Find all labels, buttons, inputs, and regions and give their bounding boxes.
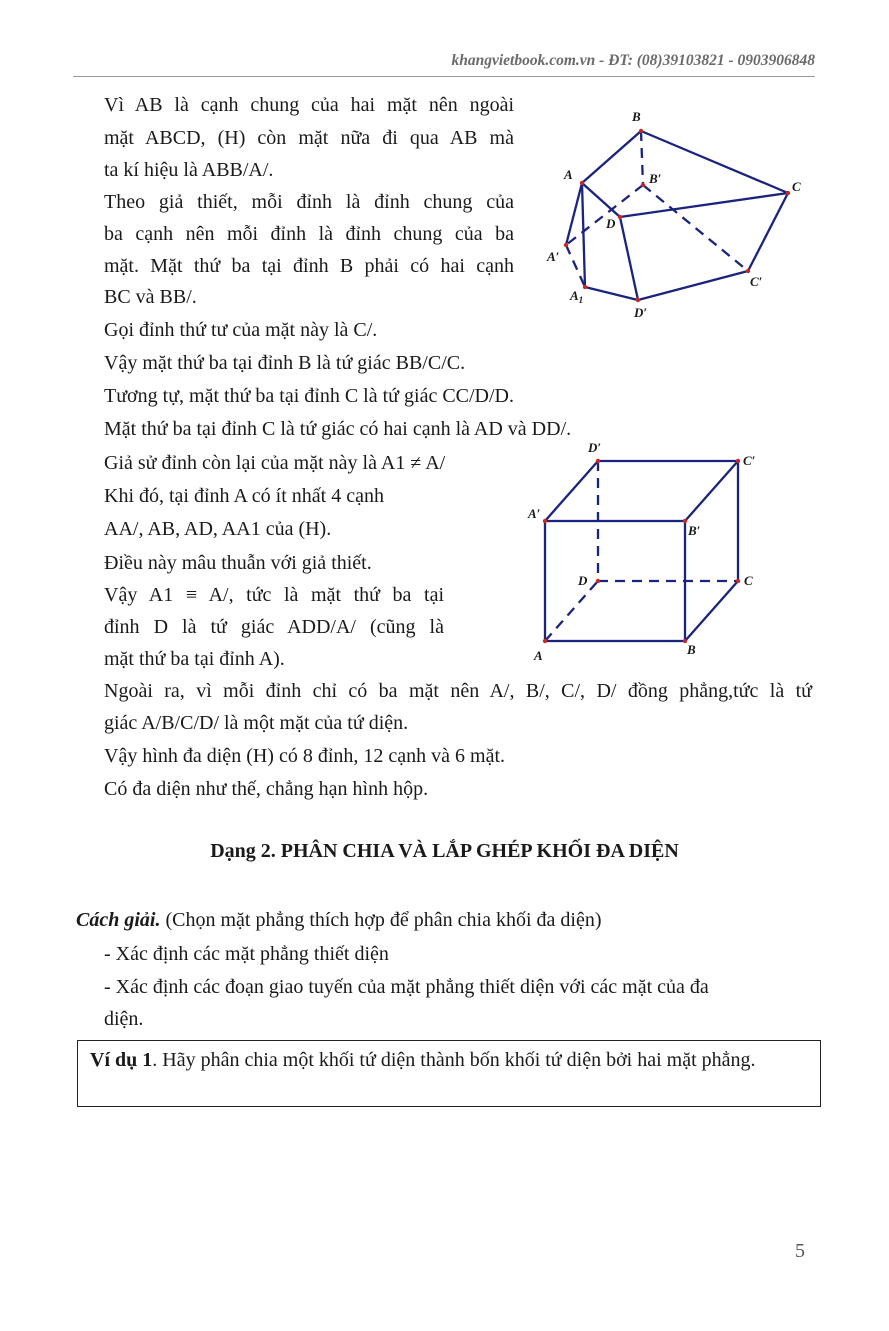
section-heading: Dạng 2. PHÂN CHIA VÀ LẮP GHÉP KHỐI ĐA DIỆN	[210, 840, 679, 862]
vertex-label-b-prime: B′	[688, 523, 701, 538]
vertices	[543, 459, 740, 643]
text-line: Ngoài ra, vì mỗi đỉnh chỉ có ba mặt nên A/, B/, C/, D/ đồng phẳng,tức là tứ	[104, 680, 812, 702]
hidden-edges	[566, 131, 748, 287]
page-number: 5	[795, 1240, 805, 1262]
text-line: mặt thứ ba tại đỉnh A).	[104, 648, 285, 670]
method-bullet: diện.	[104, 1008, 144, 1030]
text-line: Có đa diện như thế, chẳng hạn hình hộp.	[104, 778, 429, 800]
method-bullet: - Xác định các mặt phẳng thiết diện	[104, 943, 389, 965]
vertex-label-a-prime: A′	[547, 249, 560, 264]
text-line: giác A/B/C/D/ là một mặt của tứ diện.	[104, 712, 409, 734]
method-bullet: - Xác định các đoạn giao tuyến của mặt phẳng thiết diện với các mặt của đa	[104, 976, 709, 998]
text-line: Gọi đỉnh thứ tư của mặt này là C/.	[104, 319, 378, 341]
example-box	[77, 1040, 821, 1107]
vertex-label-c-prime: C′	[750, 274, 763, 289]
text-line: Tương tự, mặt thứ ba tại đỉnh C là tứ giác CC/D/D.	[104, 385, 514, 407]
text-line: đỉnh D là tứ giác ADD/A/ (cũng là	[104, 616, 444, 638]
text-line: mặt ABCD, (H) còn mặt nữa đi qua AB mà	[104, 127, 514, 149]
text-line: Vậy hình đa diện (H) có 8 đỉnh, 12 cạnh và 6 mặt.	[104, 745, 506, 767]
text-line: Vậy A1 ≡ A/, tức là mặt thứ ba tại	[104, 584, 444, 606]
vertex-label-b: B	[687, 642, 696, 657]
vertex-label-d: D	[606, 216, 616, 231]
text-line: Vậy mặt thứ ba tại đỉnh B là tứ giác BB/C/C.	[104, 352, 466, 374]
text-line: BC và BB/.	[104, 286, 197, 308]
vertex-label-c: C	[744, 573, 753, 588]
method-text: (Chọn mặt phẳng thích hợp để phân chia khối đa diện)	[160, 909, 602, 931]
cube-figure	[520, 440, 780, 670]
example-text: . Hãy phân chia một khối tứ diện thành bốn khối tứ diện bởi hai mặt phẳng.	[152, 1049, 756, 1071]
header-rule	[73, 76, 815, 77]
vertex-label-a-prime: A′	[528, 506, 541, 521]
text-line: Vì AB là cạnh chung của hai mặt nên ngoài	[104, 94, 514, 116]
text-line: AA/, AB, AD, AA1 của (H).	[104, 518, 332, 540]
vertex-label-d-prime: D′	[634, 305, 648, 320]
text-line: Điều này mâu thuẫn với giả thiết.	[104, 552, 372, 574]
vertex-label-c: C	[792, 179, 801, 194]
text-line: ba cạnh nên mỗi đỉnh là đỉnh chung của ba	[104, 223, 514, 245]
polyhedron-figure	[540, 105, 820, 325]
vertex-label-a: A	[564, 167, 573, 182]
vertex-label-a: A	[534, 648, 543, 663]
text-line: mặt. Mặt thứ ba tại đỉnh B phải có hai cạnh	[104, 255, 514, 277]
solid-edges	[545, 461, 738, 641]
vertex-label-c-prime: C′	[743, 453, 756, 468]
method-line	[76, 907, 601, 934]
vertex-label-d: D	[578, 573, 588, 588]
text-line: ta kí hiệu là ABB/A/.	[104, 159, 274, 181]
text-line: Giả sử đỉnh còn lại của mặt này là A1 ≠ A/	[104, 452, 446, 474]
vertex-label-b: B	[632, 109, 641, 124]
example-label: Ví dụ 1	[90, 1049, 153, 1071]
vertex-label-b-prime: B′	[649, 171, 662, 186]
text-line: Mặt thứ ba tại đỉnh C là tứ giác có hai cạnh là AD và DD/.	[104, 418, 572, 440]
vertex-label-a1: $A_1$	[570, 288, 584, 305]
text-line: Theo giả thiết, mỗi đỉnh là đỉnh chung của	[104, 191, 514, 213]
text-line: Khi đó, tại đỉnh A có ít nhất 4 cạnh	[104, 485, 384, 507]
header-site-info: khangvietbook.com.vn - ĐT: (08)39103821 - 0903906848	[451, 52, 815, 69]
method-label: Cách giải.	[76, 909, 161, 931]
vertex-label-d-prime: D′	[588, 440, 602, 455]
